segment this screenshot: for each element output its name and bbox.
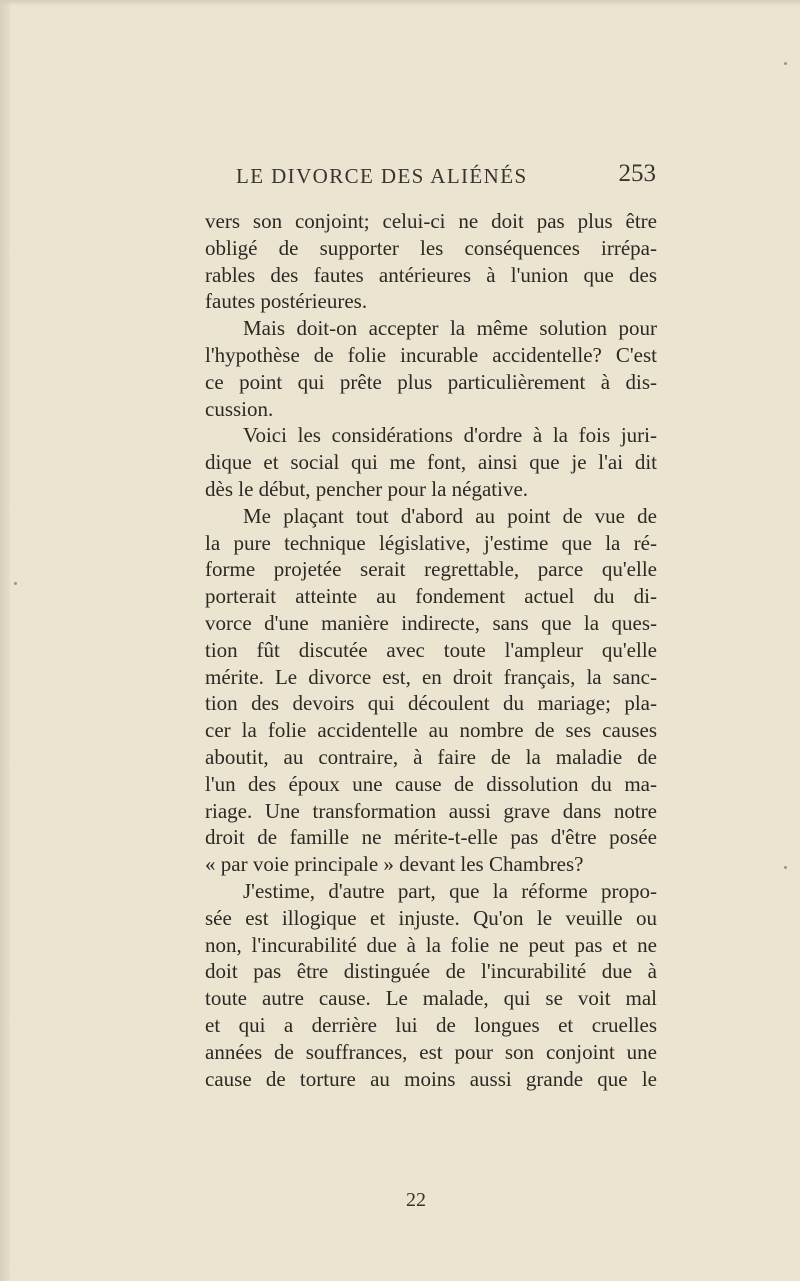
text-line: dès le début, pencher pour la négative. [205, 476, 529, 501]
text-line: l'un des époux une cause de dissolution du ma- [205, 771, 657, 796]
page-gutter-edge [0, 0, 10, 1281]
text-line: cause de torture au moins aussi grande que le [205, 1066, 657, 1091]
text-line: vers son conjoint; celui-ci ne doit pas plus être [205, 209, 657, 233]
text-line: doit pas être distinguée de l'incurabilité due à [205, 959, 657, 984]
text-line: Voici les considérations d'ordre à la fois juri- [243, 423, 657, 448]
paper-speck [14, 582, 17, 585]
text-line: Me plaçant tout d'abord au point de vue de [243, 503, 657, 528]
text-line: cer la folie accidentelle au nombre de ses causes [205, 718, 657, 743]
text-line: tion des devoirs qui découlent du mariage; pla- [205, 691, 657, 716]
text-line: droit de famille ne mérite-t-elle pas d'être posée [205, 825, 657, 850]
text-line: rables des fautes antérieures à l'union que des [205, 262, 657, 287]
running-head: LE DIVORCE DES ALIÉNÉS [236, 164, 528, 188]
text-line: mérite. Le divorce est, en droit français, la sanc- [205, 664, 657, 689]
text-line: l'hypothèse de folie incurable accidentelle? C'est [205, 342, 657, 367]
text-line: et qui a derrière lui de longues et cruelles [205, 1012, 657, 1037]
body-text [205, 208, 657, 1092]
text-line: la pure technique législative, j'estime que la ré- [205, 530, 657, 555]
page-number: 253 [618, 160, 656, 187]
text-line: non, l'incurabilité due à la folie ne peut pas et ne [205, 932, 657, 957]
text-line: vorce d'une manière indirecte, sans que la ques- [205, 610, 657, 635]
page-header [236, 160, 656, 194]
text-line: fautes postérieures. [205, 289, 368, 314]
text-line: obligé de supporter les conséquences irrépa- [205, 235, 657, 260]
text-line: Mais doit-on accepter la même solution pour [243, 316, 657, 341]
text-line: J'estime, d'autre part, que la réforme propo- [243, 878, 657, 903]
text-line: toute autre cause. Le malade, qui se voit mal [205, 986, 657, 1011]
text-line: cussion. [205, 396, 274, 421]
text-line: années de souffrances, est pour son conjoint une [205, 1039, 657, 1064]
page-top-shadow [0, 0, 800, 6]
text-line: ce point qui prête plus particulièrement à dis- [205, 369, 657, 394]
paper-speck [784, 866, 787, 869]
text-line: riage. Une transformation aussi grave dans notre [205, 798, 657, 823]
text-line: « par voie principale » devant les Chambres? [205, 852, 584, 877]
text-line: aboutit, au contraire, à faire de la maladie de [205, 744, 657, 769]
text-line: sée est illogique et injuste. Qu'on le veuille ou [205, 905, 657, 930]
signature-mark: 22 [406, 1189, 426, 1211]
text-line: dique et social qui me font, ainsi que je l'ai dit [205, 450, 657, 475]
text-line: forme projetée serait regrettable, parce qu'elle [205, 557, 657, 582]
text-line: porterait atteinte au fondement actuel du di- [205, 584, 657, 609]
paper-speck [784, 62, 787, 65]
text-line: tion fût discutée avec toute l'ampleur qu'elle [205, 637, 657, 662]
